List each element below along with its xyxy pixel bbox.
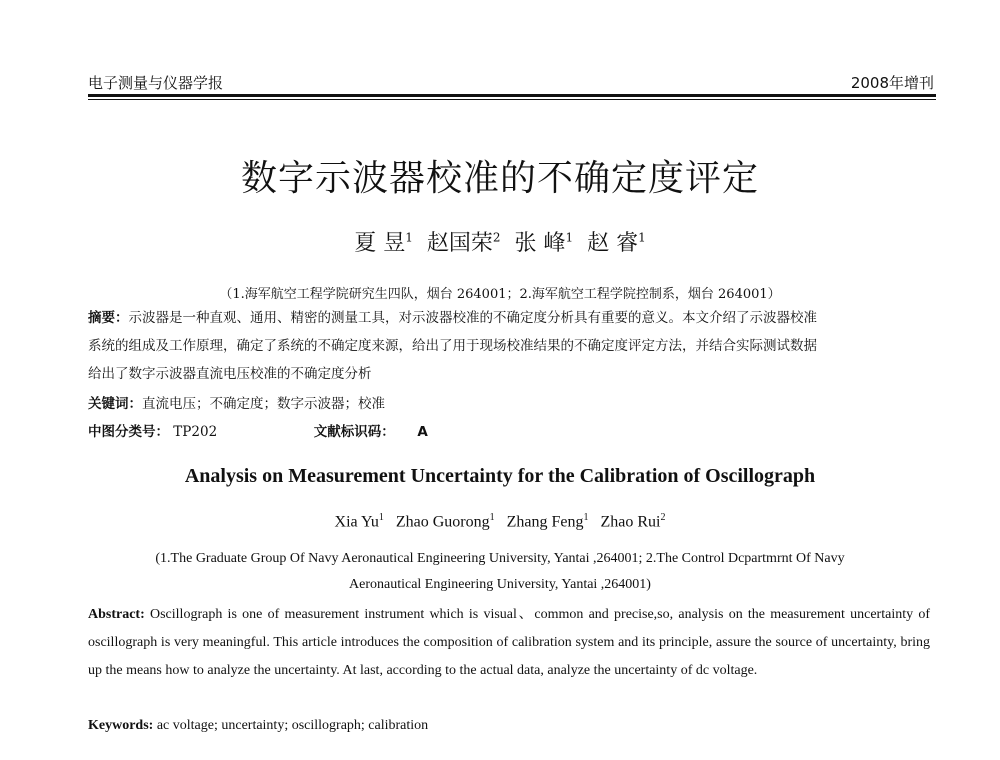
author-affiliation-mark: 1 — [565, 230, 574, 245]
keywords-cn-label: 关键词： — [88, 396, 142, 412]
journal-name: 电子测量与仪器学报 — [88, 74, 224, 92]
author-cn: 夏 昱 — [354, 231, 406, 256]
doc-code-value: A — [417, 424, 428, 440]
abstract-cn-line: 给出了数字示波器直流电压校准的不确定度分析 — [88, 366, 372, 382]
author-affiliation-mark: 1 — [378, 512, 384, 523]
affiliation-en-line1: (1.The Graduate Group Of Navy Aeronautical Engineering University, Yantai ,264001; 2.The Control Dcpartmrnt Of Navy — [155, 551, 845, 566]
author-affiliation-mark: 1 — [583, 512, 589, 523]
author-affiliation-mark: 1 — [489, 512, 495, 523]
author-en: Xia Yu — [334, 513, 379, 531]
clc-value: TP202 — [173, 424, 218, 440]
author-affiliation-mark: 1 — [638, 230, 646, 245]
keywords-cn — [88, 392, 385, 412]
author-affiliation-mark: 2 — [660, 512, 666, 523]
header-rule-thin — [88, 99, 936, 100]
author-en: Zhao Guorong — [395, 513, 490, 531]
doc-code-label: 文献标识码： — [313, 424, 395, 440]
classification-line — [88, 420, 428, 440]
abstract-en-text: Oscillograph is one of measurement instrument which is visual、common and precise,so, analysis on the measurement uncertainty of oscillograph is very meaningful. This article introduces the composition of calibration system and its principle, assure the source of uncertainty, bring up the means how to analyze the uncertainty. At last, according to the actual data, analyze the uncertainty of dc voltage. — [88, 607, 930, 678]
abstract-cn-line — [88, 306, 817, 326]
affiliation-en-line2: Aeronautical Engineering University, Yantai ,264001) — [349, 577, 651, 592]
header-rule-thick — [88, 94, 936, 97]
author-affiliation-mark: 2 — [492, 230, 501, 245]
keywords-en-text: ac voltage; uncertainty; oscillograph; calibration — [156, 718, 429, 733]
abstract-en — [88, 601, 930, 685]
author-en: Zhang Feng — [506, 513, 584, 531]
keywords-en — [88, 718, 428, 734]
abstract-cn-line: 系统的组成及工作原理，确定了系统的不确定度来源，给出了用于现场校准结果的不确定度评定方法，并结合实际测试数据 — [88, 338, 817, 354]
abstract-cn-label: 摘要： — [88, 310, 129, 326]
author-cn: 赵 睿 — [587, 231, 639, 256]
abstract-cn-text: 示波器是一种直观、通用、精密的测量工具，对示波器校准的不确定度分析具有重要的意义。本文介绍了示波器校准 — [128, 310, 817, 326]
paper-title-en: Analysis on Measurement Uncertainty for the Calibration of Oscillograph — [184, 465, 816, 487]
author-affiliation-mark: 1 — [405, 230, 413, 245]
clc-label: 中图分类号： — [88, 424, 169, 440]
abstract-en-label: Abstract: — [88, 607, 145, 622]
authors-en — [0, 512, 1000, 531]
authors-cn — [0, 226, 1000, 257]
keywords-en-label: Keywords: — [88, 718, 154, 733]
paper-title-cn: 数字示波器校准的不确定度评定 — [240, 158, 759, 199]
author-en: Zhao Rui — [600, 513, 661, 531]
author-cn: 张 峰 — [514, 231, 566, 256]
author-cn: 赵国荣 — [426, 231, 493, 256]
affiliation-cn: （1.海军航空工程学院研究生四队，烟台 264001；2.海军航空工程学院控制系，烟台 264001） — [219, 287, 781, 302]
keywords-cn-text: 直流电压；不确定度；数字示波器；校准 — [142, 396, 385, 412]
issue-label: 2008年增刊 — [850, 74, 934, 92]
